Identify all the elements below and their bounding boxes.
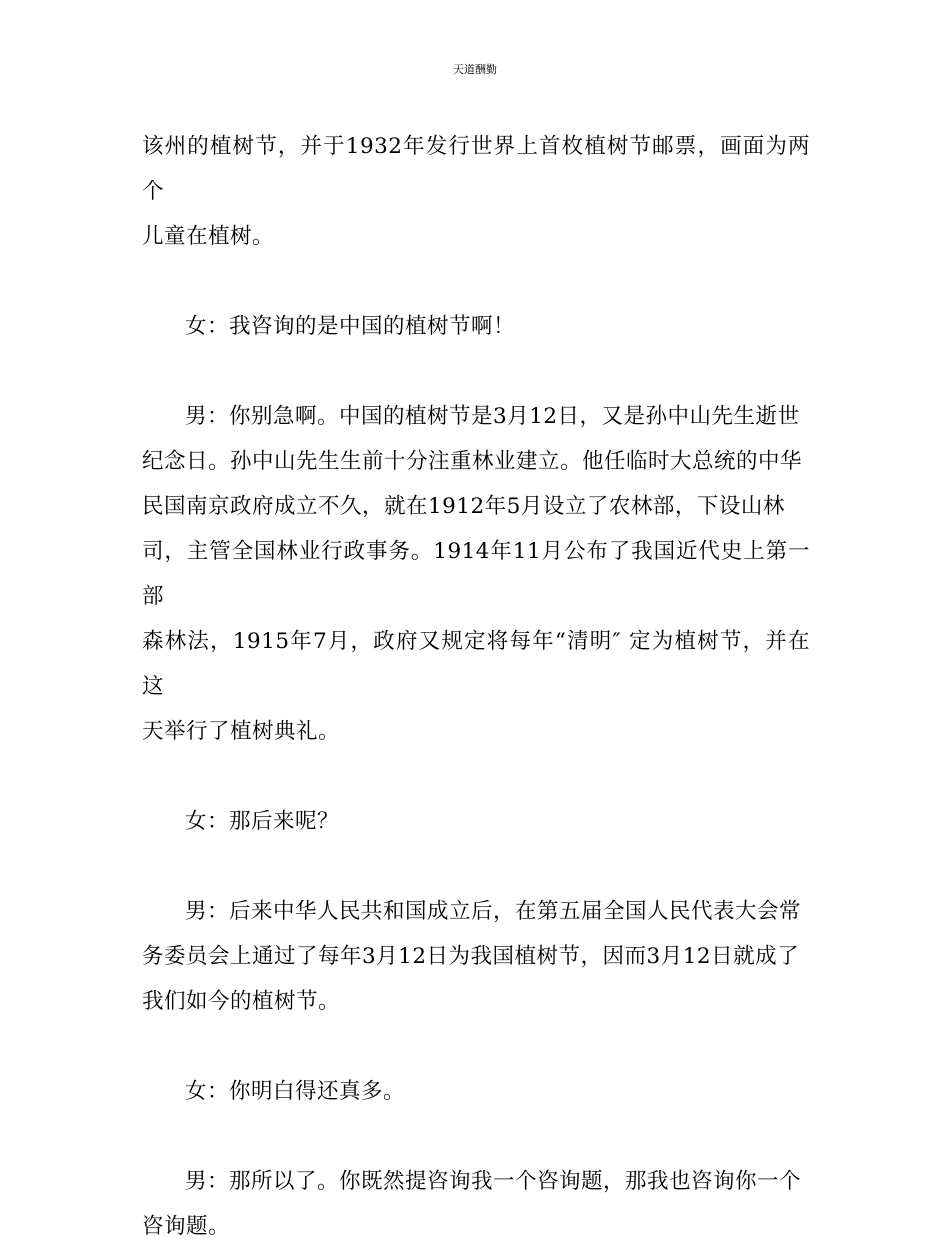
text-line: 务委员会上通过了每年3月12日为我国植树节，因而3月12日就成了	[142, 944, 800, 969]
paragraph-3	[142, 394, 810, 754]
text-line: 男：那所以了。你既然提咨询我一个咨询题，那我也咨询你一个	[185, 1169, 802, 1194]
text-line: 天举行了植树典礼。	[142, 719, 341, 744]
text-line: 司，主管全国林业行政事务。1914年11月公布了我国近代史上第一部	[142, 539, 810, 609]
text-line: 咨询题。	[142, 1214, 231, 1239]
paragraph-5	[142, 889, 810, 1024]
paragraph-7	[142, 1159, 810, 1249]
text-line: 女：我咨询的是中国的植树节啊！	[185, 314, 516, 339]
text-line: 女：你明白得还真多。	[185, 1079, 406, 1104]
text-line: 女：那后来呢？	[185, 809, 340, 834]
paragraph-4	[142, 799, 810, 844]
text-line: 男：你别急啊。中国的植树节是3月12日，又是孙中山先生逝世	[185, 404, 800, 429]
paragraph-2	[142, 304, 810, 349]
text-line: 儿童在植树。	[142, 224, 275, 249]
paragraph-6	[142, 1069, 810, 1114]
text-line: 男：后来中华人民共和国成立后，在第五届全国人民代表大会常	[185, 899, 802, 924]
text-line: 该州的植树节，并于1932年发行世界上首枚植树节邮票，画面为两个	[142, 134, 810, 204]
text-line: 纪念日。孙中山先生生前十分注重林业建立。他任临时大总统的中华	[142, 449, 803, 474]
text-line: 我们如今的植树节。	[142, 989, 341, 1014]
text-line: 民国南京政府成立不久，就在1912年5月设立了农林部，下设山林	[142, 494, 785, 519]
paragraph-1	[142, 124, 810, 259]
document-body	[142, 124, 810, 1249]
page-header: 天道酬勤	[453, 63, 497, 76]
text-line: 森林法，1915年7月，政府又规定将每年“清明″ 定为植树节，并在这	[142, 629, 810, 699]
